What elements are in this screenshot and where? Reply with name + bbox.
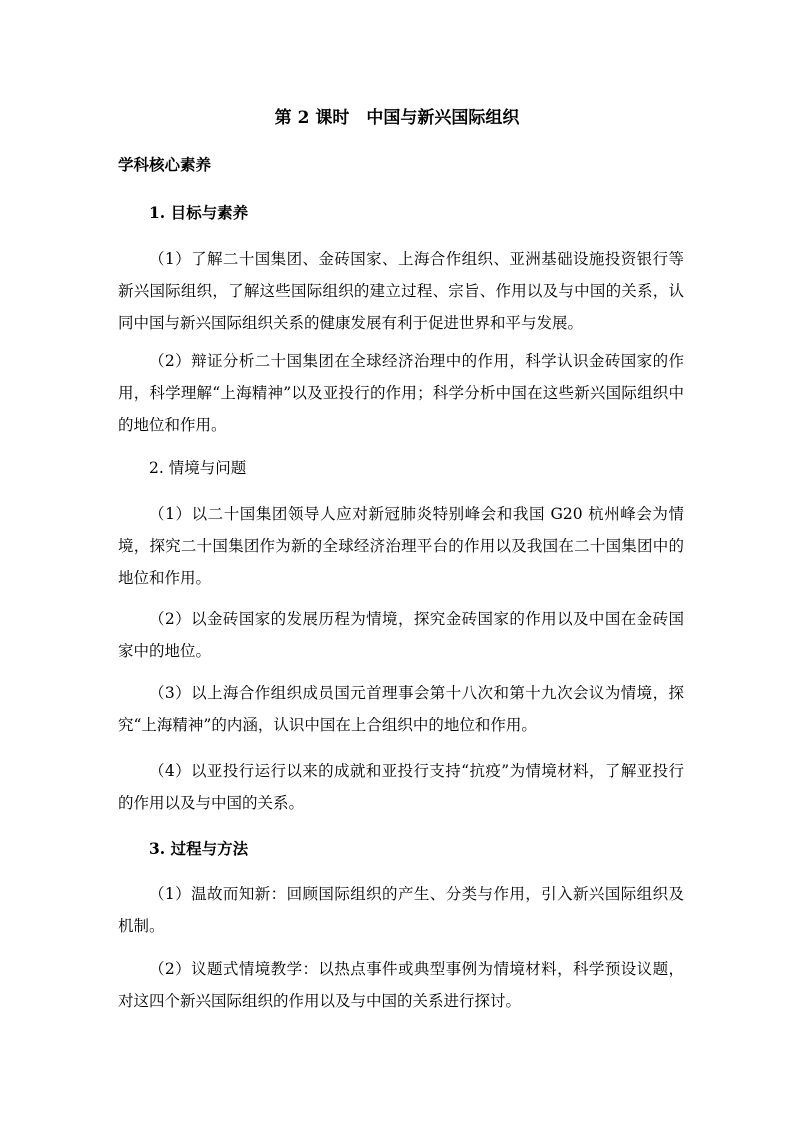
part2-paragraph-1: （1）以二十国集团领导人应对新冠肺炎特别峰会和我国 G20 杭州峰会为情境，探究二十国集团作为新的全球经济治理平台的作用以及我国在二十国集团中的地位和作用。 [118,505,684,587]
part3-paragraph-1: （1）温故而知新：回顾国际组织的产生、分类与作用，引入新兴国际组织及机制。 [118,885,684,935]
part1-paragraph-2: （2）辩证分析二十国集团在全球经济治理中的作用，科学认识金砖国家的作用，科学理解“上海精神”以及亚投行的作用；科学分析中国在这些新兴国际组织中的地位和作用。 [118,352,684,434]
part1-paragraph-1: （1）了解二十国集团、金砖国家、上海合作组织、亚洲基础设施投资银行等新兴国际组织，了解这些国际组织的建立过程、宗旨、作用以及与中国的关系，认同中国与新兴国际组织关系的健康发展有利于促进世界和平与发展。 [118,250,684,332]
part1-heading: 1. 目标与素养 [149,203,249,222]
page-title: 第 2 课时 中国与新兴国际组织 [274,108,520,128]
part2-paragraph-3: （3）以上海合作组织成员国元首理事会第十八次和第十九次会议为情境，探究“上海精神”的内涵，认识中国在上合组织中的地位和作用。 [118,684,684,734]
section-heading: 学科核心素养 [118,155,212,174]
part2-paragraph-2: （2）以金砖国家的发展历程为情境，探究金砖国家的作用以及中国在金砖国家中的地位。 [118,610,684,660]
part2-heading: 2. 情境与问题 [149,459,247,477]
part3-heading: 3. 过程与方法 [149,839,249,858]
part2-paragraph-4: （4）以亚投行运行以来的成就和亚投行支持“抗疫”为情境材料，了解亚投行的作用以及与中国的关系。 [118,762,684,812]
part3-paragraph-2: （2）议题式情境教学：以热点事件或典型事例为情境材料，科学预设议题，对这四个新兴国际组织的作用以及与中国的关系进行探讨。 [118,960,684,1010]
